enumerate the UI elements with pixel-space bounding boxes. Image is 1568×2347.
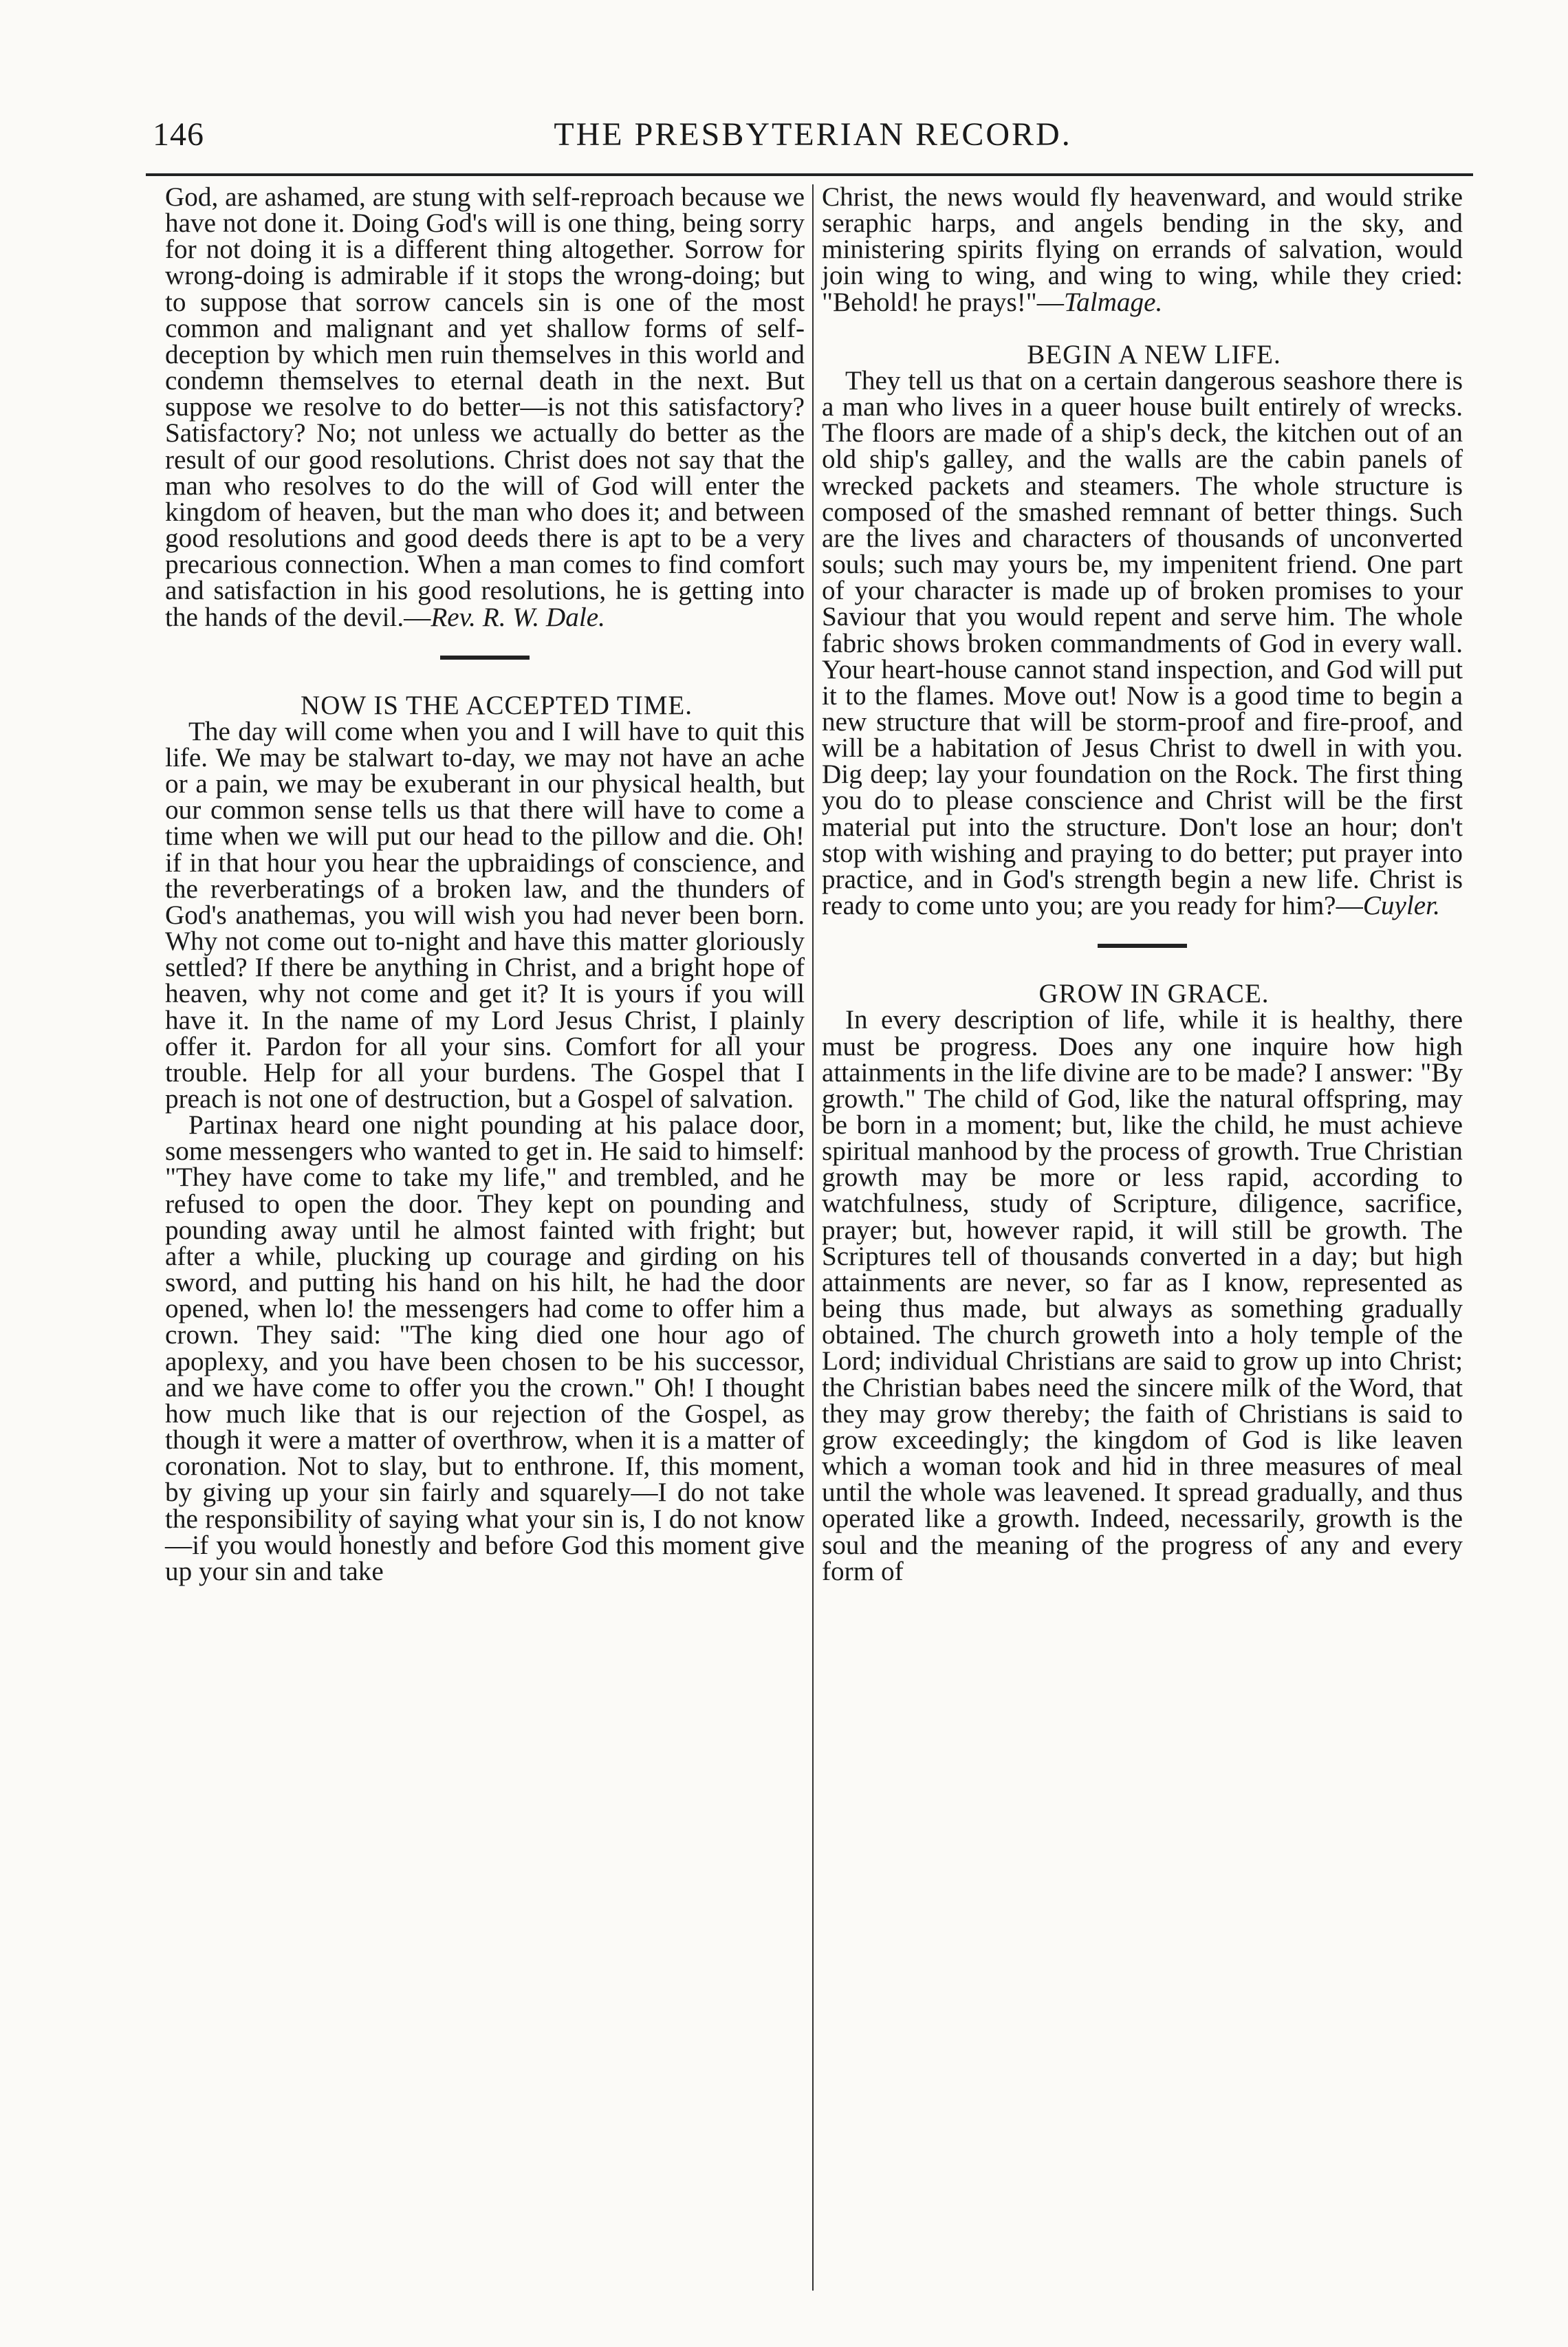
article-talmage-signature: Talmage. bbox=[1063, 287, 1163, 317]
article-dale-signature: Rev. R. W. Dale. bbox=[431, 602, 605, 632]
paragraph-accepted-time-2: Partinax heard one night pounding at his palace door, some messengers who wanted to get in. He said to himself: "They have come to take my life," and trembled, and he refused to open the door. They kept on pounding and pounding away until he almost fainted with fright; but after a while, plucking up courage and girding on his sword, and putting his hand on his hilt, he had the door opened, when lo! the messengers had come to offer him a crown. They said: "The king died one hour ago of apoplexy, and you have been chosen to be his successor, and we have come to offer you the crown." Oh! I thought how much like that is our rejection of the Gospel, as though it were a matter of overthrow, when it is a matter of coronation. Not to slay, but to enthrone. If, this moment, by giving up your sin fairly and squarely—I do not take the responsibility of saying what your sin is, I do not know—if you would honestly and before God this moment give up your sin and take bbox=[165, 1110, 805, 1586]
header-rule bbox=[146, 173, 1473, 176]
paragraph-new-life-text: They tell us that on a certain dangerous seashore there is a man who lives in a queer house built entirely of wrecks. The floors are made of a ship's deck, the kitchen out of an old ship's galley, and the walls are the cabin panels of wrecked packets and steamers. The whole structure is composed of the smashed remnant of better things. Such are the lives and characters of thousands of unconverted souls; such may yours be, my impenitent friend. One part of your character is made up of broken promises to your Saviour that you would repent and serve him. The whole fabric shows broken commandments of God in every wall. Your heart-house cannot stand inspection, and God will put it to the flames. Move out! Now is a good time to begin a new structure that will be storm-proof and fire-proof, and will be a habitation of Jesus Christ to dwell in with you. Dig deep; lay your foundation on the Rock. The first thing you do to please conscience and Christ will be the first material put into the structure. Don't lose an hour; don't stop with wishing and praying to do better; put prayer into practice, and in God's strength begin a new life. Christ is ready to come unto you; are you ready for him?— bbox=[822, 365, 1463, 921]
left-column bbox=[165, 184, 805, 1585]
article-cuyler-signature: Cuyler. bbox=[1362, 891, 1440, 921]
paragraph-grow-in-grace: In every description of life, while it is healthy, there must be progress. Does any one inquire how high attainments in the life divine are to be made? I answer: "By growth." The child of God, like the natural offspring, may be born in a moment; but, like the child, he must achieve spiritual manhood by the process of growth. True Christian growth may be more or less rapid, according to watchfulness, study of Scripture, diligence, sacrifice, prayer; but, however rapid, it will still be growth. The Scriptures tell of thousands converted in a day; but high attainments are never, so far as I know, represented as being thus made, but always as something gradually obtained. The church groweth into a holy temple of the Lord; individual Christians are said to grow up into Christ; the Christian babes need the sincere milk of the Word, that they may grow thereby; the faith of Christians is said to grow exceedingly; the kingdom of God is like leaven which a woman took and hid in three measures of meal until the whole was leavened. It spread gradually, and thus operated like a growth. Indeed, necessarily, growth is the soul and the meaning of the progress of any and every form of bbox=[822, 1005, 1463, 1586]
heading-accepted-time: NOW IS THE ACCEPTED TIME. bbox=[301, 690, 693, 720]
page-header bbox=[153, 116, 1473, 164]
column-rule bbox=[812, 184, 814, 2291]
article-dale-body bbox=[165, 184, 805, 631]
paragraph-new-life bbox=[822, 365, 1463, 921]
paragraph-accepted-time-1: The day will come when you and I will have to quit this life. We may be stalwart to-day, we may not have an ache or a pain, we may be exuberant in our physical health, but our common sense tells us that there will have to come a time when we will put our head to the pillow and die. Oh! if in that hour you hear the upbraidings of conscience, and the reverberatings of a broken law, and the thunders of God's anathemas, you will wish you had never been born. Why not come out to-night and have this matter gloriously settled? If there be anything in Christ, and a bright hope of heaven, why not come and get it? It is yours if you will have it. In the name of my Lord Jesus Christ, I plainly offer it. Pardon for all your sins. Comfort for all your trouble. Help for all your burdens. The Gospel that I preach is not one of destruction, but a Gospel of salvation. bbox=[165, 716, 805, 1114]
heading-new-life: BEGIN A NEW LIFE. bbox=[1027, 339, 1281, 369]
article-talmage-body bbox=[822, 184, 1463, 316]
heading-grow-in-grace: GROW IN GRACE. bbox=[1038, 979, 1270, 1009]
running-title: THE PRESBYTERIAN RECORD. bbox=[554, 116, 1072, 153]
right-column bbox=[822, 184, 1463, 1585]
page-number: 146 bbox=[153, 116, 204, 153]
article-talmage-text: Christ, the news would fly heavenward, and would strike seraphic harps, and angels bending in the sky, and ministering spirits flying on errands of salvation, would join wing to wing, and wing to wing, while they cried: "Behold! he prays!"— bbox=[822, 182, 1463, 317]
article-dale-text: God, are ashamed, are stung with self-reproach because we have not done it. Doing God's will is one thing, being sorry for not doing it is a different thing altogether. Sorrow for wrong-doing is admirable if it stops the wrong-doing; but to suppose that sorrow cancels sin is one of the most common and malignant and yet shallow forms of self-deception by which men ruin themselves in this world and condemn themselves to eternal death in the next. But suppose we resolve to do better—is not this satisfactory? Satisfactory? No; not unless we actually do better as the result of our good resolutions. Christ does not say that the man who resolves to do the will of God will enter the kingdom of heaven, but the man who does it; and between good resolutions and good deeds there is apt to be a very precarious connection. When a man comes to find comfort and satisfaction in his good resolutions, he is getting into the hands of the devil.— bbox=[165, 182, 805, 632]
